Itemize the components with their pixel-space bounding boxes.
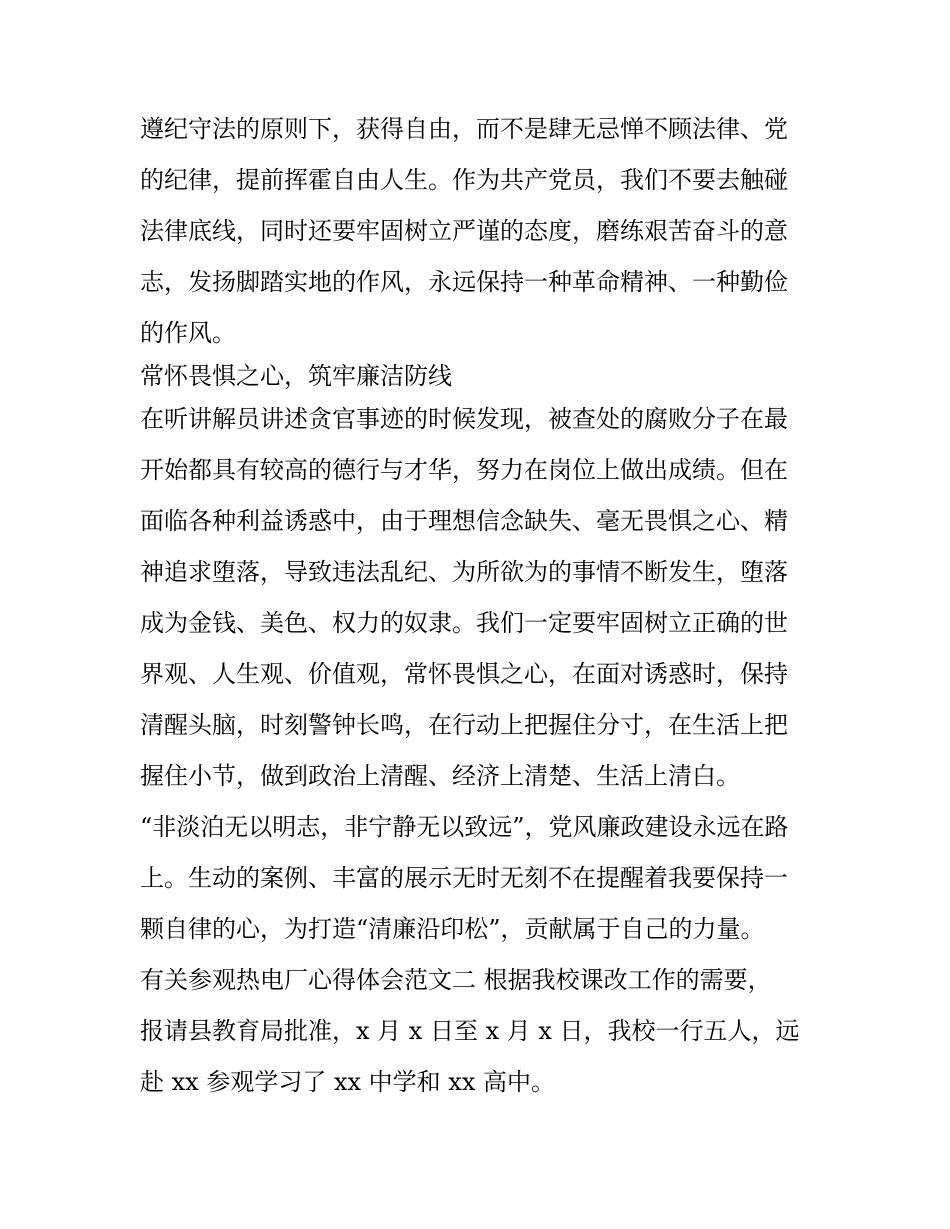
paragraph-quote [140, 802, 820, 955]
text-line: 清醒头脑，时刻警钟长鸣，在行动上把握住分寸，在生活上把 [140, 711, 788, 739]
text-line: 面临各种利益诱惑中，由于理想信念缺失、毫无畏惧之心、精 [140, 507, 788, 535]
text-line: 在听讲解员讲述贪官事迹的时候发现，被查处的腐败分子在最 [140, 405, 788, 433]
text-line: 的纪律，提前挥霍自由人生。作为共产党员，我们不要去触碰 [140, 166, 788, 194]
text-line: 志，发扬脚踏实地的作风，永远保持一种革命精神、一种勤俭 [140, 268, 788, 296]
paragraph-reverence [140, 394, 820, 802]
text-line: 开始都具有较高的德行与才华，努力在岗位上做出成绩。但在 [140, 456, 788, 484]
text-line: 界观、人生观、价值观，常怀畏惧之心，在面对诱惑时，保持 [140, 660, 788, 688]
text-line: 的作风。 [140, 319, 236, 347]
heading-line: 常怀畏惧之心，筑牢廉洁防线 [140, 362, 452, 390]
paragraph-essay-two [140, 955, 820, 1108]
section-heading [140, 351, 820, 394]
text-line: 遵纪守法的原则下，获得自由，而不是肆无忌惮不顾法律、党 [140, 115, 788, 143]
text-line: 成为金钱、美色、权力的奴隶。我们一定要牢固树立正确的世 [140, 609, 788, 637]
text-line: 握住小节，做到政治上清醒、经济上清楚、生活上清白。 [140, 762, 740, 790]
document-body [140, 104, 820, 1108]
text-line: 赴 xx 参观学习了 xx 中学和 xx 高中。 [140, 1068, 555, 1096]
text-line: 有关参观热电厂心得体会范文二 根据我校课改工作的需要， [140, 966, 772, 994]
text-line: 上。生动的案例、丰富的展示无时无刻不在提醒着我要保持一 [140, 864, 788, 892]
text-line: “非淡泊无以明志，非宁静无以致远”，党风廉政建设永远在路 [140, 813, 789, 841]
text-line: 神追求堕落，导致违法乱纪、为所欲为的事情不断发生，堕落 [140, 558, 788, 586]
text-line: 颗自律的心，为打造“清廉沿印松”，贡献属于自己的力量。 [140, 915, 765, 943]
paragraph-discipline [140, 104, 820, 351]
text-line: 法律底线，同时还要牢固树立严谨的态度，磨练艰苦奋斗的意 [140, 217, 788, 245]
text-line: 报请县教育局批准，x 月 x 日至 x 月 x 日，我校一行五人，远 [140, 1017, 800, 1045]
